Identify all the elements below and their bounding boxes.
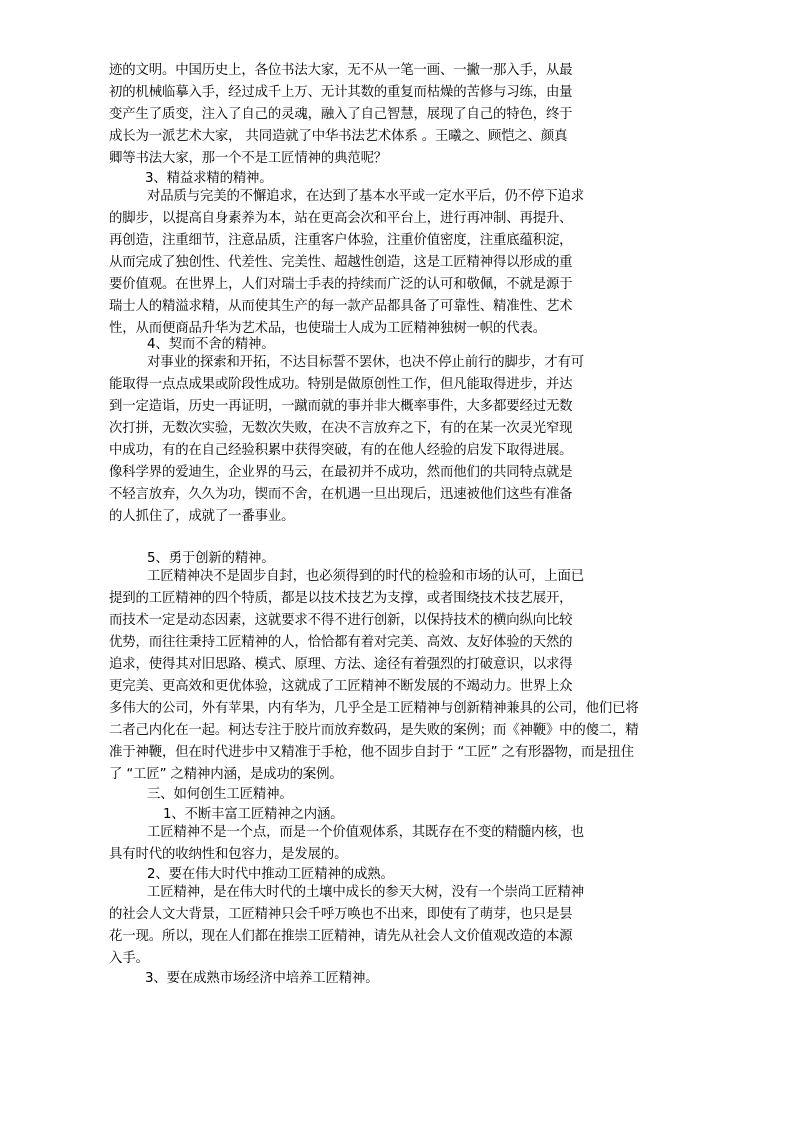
text-line: 能取得一点点成果或阶段性成功。特别是做原创性工作，但凡能取得进步，并达 bbox=[109, 377, 573, 392]
text-line: 成长为一派艺术大家， 共同造就了中华书法艺术体系 。王曦之、顾恺之、颜真 bbox=[109, 129, 568, 144]
text-line: 到一定造诣，历史一再证明，一蹴而就的事并非大概率事件，大多都要经过无数 bbox=[109, 399, 573, 414]
text-line: 提到的工匠精神的四个特质，都是以技术技艺为支撑，或者围绕技术技艺展开， bbox=[109, 591, 573, 606]
text-line: 再创造，注重细节，注意品质，注重客户体验，注重价值密度，注重底蕴积淀， bbox=[109, 233, 573, 248]
text-line: 具有时代的收纳性和包容力，是发展的。 bbox=[109, 847, 348, 862]
text-line: 追求，使得其对旧思路、模式、原理、方法、途径有着强烈的打破意识，以求得 bbox=[109, 657, 573, 672]
text-line: 不轻言放弃，久久为功，锲而不舍，在机遇一旦出现后，迅速被他们这些有准备 bbox=[109, 487, 573, 502]
text-line: 性，从而便商品升华为艺术品，也使瑞士人成为工匠精神独树一帜的代表。 bbox=[109, 321, 546, 336]
text-line: 优势，而往往秉持工匠精神的人，恰恰都有着对完美、高效、友好体验的天然的 bbox=[109, 635, 573, 650]
section-heading: 5、勇于创新的精神。 bbox=[147, 551, 275, 566]
text-line: 准于神鞭，但在时代进步中又精准于手枪，他不固步自封于 “工匠” 之有形器物，而是扭住 bbox=[109, 745, 634, 760]
text-line: 初的机械临摹入手，经过成千上万、无计其数的重复而枯燥的苦修与习练，由量 bbox=[109, 85, 573, 100]
text-line: 瑞士人的精溢求精，从而使其生产的每一款产品都具备了可靠性、精准性、艺术 bbox=[109, 299, 573, 314]
text-line: 要价值观。在世界上，人们对瑞士手表的持续而广泛的认可和敬佩，不就是源于 bbox=[109, 277, 573, 292]
text-line: 中成功，有的在自己经验积累中获得突破，有的在他人经验的启发下取得进展。 bbox=[109, 443, 573, 458]
text-line: 像科学界的爱迪生，企业界的马云，在最初并不成功，然而他们的共同特点就是 bbox=[109, 465, 573, 480]
text-line: 迹的文明。中国历史上，各位书法大家，无不从一笔一画、一撇一那入手，从最 bbox=[109, 63, 573, 78]
text-line: 对事业的探索和开拓，不达目标誓不罢休，也决不停止前行的脚步，才有可 bbox=[147, 355, 584, 370]
text-line: 次打拼，无数次实验，无数次失败，在决不言放弃之下，有的在某一次灵光窄现 bbox=[109, 421, 573, 436]
text-line: 的人抓住了，成就了一番事业。 bbox=[109, 509, 295, 524]
section-heading: 4、契而不舍的精神。 bbox=[147, 337, 275, 352]
text-line: 二者己内化在一起。柯达专注于胶片而放弃数码，是失败的案例；而《神鞭》中的傻二，精 bbox=[109, 723, 639, 738]
section-heading: 1、不断丰富工匠精神之内涵。 bbox=[163, 807, 344, 822]
text-line: 卿等书法大家，那一个不是工匠情神的典范呢？ bbox=[109, 151, 388, 166]
text-line: 多伟大的公司，外有苹果，内有华为，几乎全是工匠精神与创新精神兼具的公司，他们已将 bbox=[109, 701, 639, 716]
text-line: 而技术一定是动态因素，这就要求不得不进行创新，以保持技术的横向纵向比较 bbox=[109, 613, 573, 628]
text-line: 的脚步，以提高自身素养为本，站在更高会次和平台上，进行再冲制、再提升、 bbox=[109, 211, 573, 226]
text-line: 入手。 bbox=[109, 951, 149, 966]
text-line: 了 “工匠” 之精神内涵，是成功的案例。 bbox=[109, 767, 343, 782]
section-heading: 3、精益求精的精神。 bbox=[145, 171, 273, 186]
section-heading: 3、要在成熟市场经济中培养工匠精神。 bbox=[145, 971, 379, 986]
text-line: 对品质与完美的不懈追求，在达到了基本水平或一定水平后，仍不停下追求 bbox=[147, 189, 584, 204]
section-heading: 2、要在伟大时代中推动工匠精神的成熟。 bbox=[147, 867, 394, 882]
text-line: 变产生了质变，注入了自己的灵魂，融入了自己智慧，展现了自己的特色，终于 bbox=[109, 107, 573, 122]
text-line: 更完美、更高效和更优体验，这就成了工匠精神不断发展的不竭动力。世界上众 bbox=[109, 679, 573, 694]
text-line: 工匠精神，是在伟大时代的土壤中成长的参天大树，没有一个崇尚工匠精神 bbox=[147, 885, 584, 900]
text-line: 的社会人文大背景，工匠精神只会千呼万唤也不出来，即使有了萌芽，也只是昙 bbox=[109, 907, 573, 922]
text-line: 花一现。所以，现在人们都在推崇工匠精神，请先从社会人文价值观改造的本源 bbox=[109, 929, 573, 944]
text-line: 工匠精神不是一个点，而是一个价值观体系，其既存在不变的精髓内核，也 bbox=[147, 825, 584, 840]
text-line: 工匠精神决不是固步自封，也必须得到的时代的检验和市场的认可，上面已 bbox=[147, 569, 584, 584]
section-heading: 三、如何创生工匠精神。 bbox=[147, 787, 293, 802]
text-line: 从而完成了独创性、代差性、完美性、超越性创造，这是工匠精神得以形成的重 bbox=[109, 255, 573, 270]
